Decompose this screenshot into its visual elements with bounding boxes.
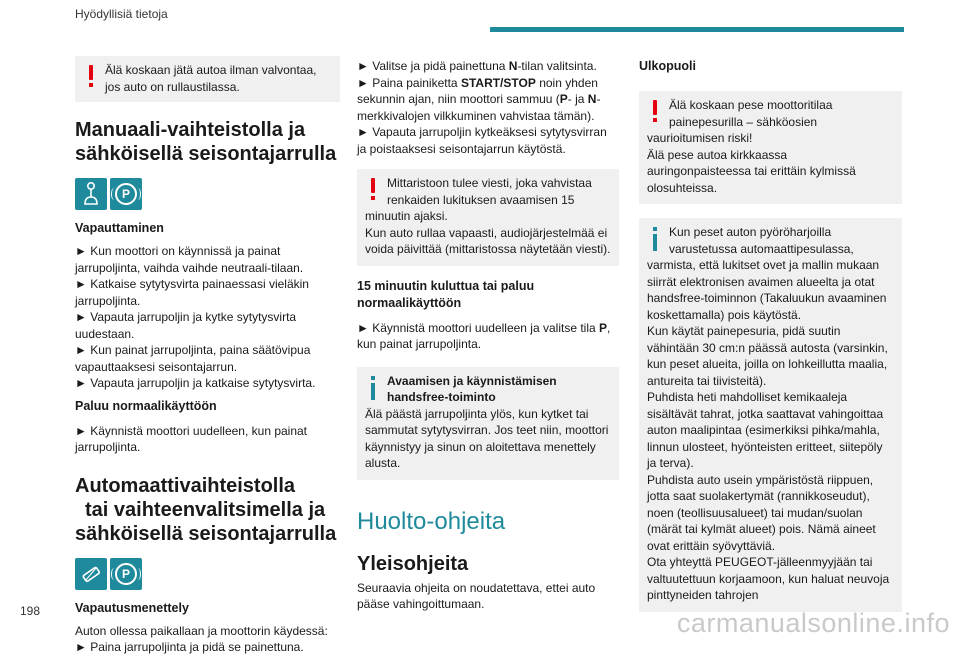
procedure-continued: [357, 58, 619, 157]
subheading-release: Vapauttaminen: [75, 221, 164, 235]
section-heading-general: Yleisohjeita: [357, 552, 469, 575]
info-note-text: Puhdista auto usein ympäristöstä riippuen, jotta saat suolakertymät (rannikkoseudut), noen (teollisuusalueet) tai mudan/suolan (märät tai kylmät alueet) pois. Nämä aineet ovat erittäin syövyttäviä.: [647, 472, 876, 553]
release-step: ► Katkaise sytytysvirta painaessasi vieläkin jarrupoljinta.: [75, 277, 309, 308]
warning-icon: [83, 62, 103, 90]
release-step: ► Vapauta jarrupoljin ja katkaise sytytysvirta.: [75, 376, 316, 390]
info-icon: [365, 373, 385, 401]
warning-note-text: Älä pese autoa kirkkaassa auringonpaisteessa tai erittäin kylmissä olosuhteissa.: [647, 147, 856, 195]
text-span: -merkkivalojen vilkkuminen vahvistaa tämän).: [357, 92, 601, 123]
text-span: noin yhden sekunnin ajan, niin moottori sammuu (: [357, 75, 598, 106]
heading-line: sähköisellä seisontajarrulla: [75, 522, 337, 545]
section-heading-automatic: [75, 474, 340, 546]
warning-note-dashboard: [357, 169, 619, 266]
release-step: ► Vapauta jarrupoljin ja kytke sytytysvirta uudestaan.: [75, 310, 297, 341]
procedure-text: Auton ollessa paikallaan ja moottorin käydessä:: [75, 623, 328, 638]
release-step: ► Kun moottori on käynnissä ja painat jarrupoljinta, vaihda vaihde neutraali-tilaan.: [75, 244, 304, 275]
column-right: [639, 50, 902, 612]
mode-p: P: [559, 92, 568, 106]
info-note-washing: [639, 218, 902, 612]
gear-selector-icon: [75, 558, 107, 590]
text-span: ► Valitse ja pidä painettuna: [357, 59, 509, 73]
info-note-text: Älä päästä jarrupoljinta ylös, kun kytket tai sammutat sytytysvirran. Jos teet niin, moottori käynnistyy ja sinun on aloitettava menettely alusta.: [365, 406, 609, 470]
release-step: ► Kun painat jarrupoljinta, paina säätövipua vapauttaaksesi seisontajarrun.: [75, 343, 311, 374]
start-stop-label: START/STOP: [460, 75, 536, 90]
icon-row-manual: [75, 178, 340, 210]
info-note-text: Kun peset auton pyöröharjoilla varustetussa automaattipesulassa, varmista, että lukitset ovet ja mallin mukaan siirrät elektronisen avaimen alueelta ja otat handsfree-toiminnon (Takaluukun avaaminen koskettamalla) pois käytöstä.: [647, 225, 887, 322]
warning-note-text: Älä koskaan jätä autoa ilman valvontaa, jos auto on rullaustilassa.: [105, 63, 317, 94]
icon-row-automatic: [75, 558, 340, 590]
text-span: -tilan valitsinta.: [517, 59, 597, 73]
warning-note-washing: [639, 91, 902, 204]
procedure-step: ► Paina jarrupoljinta ja pidä se painettuna.: [75, 640, 304, 654]
warning-icon: [647, 97, 667, 125]
info-icon: [647, 224, 667, 252]
text-span: ► Käynnistä moottori uudelleen ja valitse tila: [357, 320, 600, 335]
warning-icon: [365, 175, 385, 203]
column-middle: [357, 50, 619, 613]
header-accent-bar: [490, 27, 904, 32]
column-left: [75, 50, 340, 656]
warning-note-rolling: [75, 56, 340, 102]
chapter-heading-maintenance: Huolto-ohjeita: [357, 507, 506, 535]
section-heading-manual: Manuaali-vaihteistolla ja sähköisellä seisontajarrulla: [75, 119, 337, 165]
heading-line: tai vaihteenvalitsimella ja: [85, 498, 326, 521]
warning-note-text: Älä koskaan pese moottoritilaa painepesurilla – sähköosien vaurioitumisen riski!: [647, 98, 833, 145]
warning-note-text: Mittaristoon tulee viesti, joka vahvistaa renkaiden lukituksen avaamisen 15 minuutin ajaksi.: [365, 176, 592, 223]
text-span: ► Paina painiketta: [357, 75, 461, 90]
subheading-procedure: Vapautusmenettely: [75, 600, 189, 615]
mode-n: N: [587, 92, 597, 106]
after-step: [357, 320, 619, 353]
page-number: 198: [20, 604, 41, 618]
text-span: , kun painat jarrupoljinta.: [357, 320, 611, 351]
warning-note-text: Kun auto rullaa vapaasti, audiojärjestelmää ei voida päivittää (mittaristossa näytetään viesti).: [365, 225, 611, 256]
info-note-title: Avaamisen ja käynnistämisen handsfree-toiminto: [387, 373, 557, 404]
subheading-outside: Ulkopuoli: [639, 59, 696, 73]
page-header-title: Hyödyllisiä tietoja: [75, 7, 168, 21]
text-span: - ja: [567, 92, 588, 106]
general-text: Seuraavia ohjeita on noudatettava, ettei auto pääse vahingoittumaan.: [357, 580, 596, 611]
subheading-after-15-min: 15 minuutin kuluttua tai paluu normaalikäyttöön: [357, 278, 535, 310]
mode-p: P: [599, 320, 608, 335]
info-note-handsfree: [357, 367, 619, 480]
gearstick-icon: [75, 178, 107, 210]
text-span: ► Vapauta jarrupoljin kytkeäksesi sytytysvirran ja poistaaksesi seisontajarrun käytöstä.: [357, 125, 607, 156]
subheading-return: Paluu normaalikäyttöön: [75, 398, 217, 413]
info-note-text: Puhdista heti mahdolliset kemikaaleja sisältävät tahrat, jotka saattavat vahingoittaa auton maalipintaa (esimerkiksi pihka/mahla, linnun ulosteet, hyönteisten eritteet, siitepöly ja terva).: [647, 390, 884, 470]
heading-line: Automaattivaihteistolla: [75, 474, 296, 497]
info-note-text: Ota yhteyttä PEUGEOT-jälleenmyyjään tai valtuutettuun korjaamoon, kun haluat neuvoja pinttyneiden tahrojen: [647, 555, 890, 602]
parking-brake-icon: P: [110, 558, 142, 590]
parking-brake-icon: P: [110, 178, 142, 210]
info-note-text: Kun käytät painepesuria, pidä suutin vähintään 30 cm:n päässä autosta (varsinkin, kun peset alueita, joilla on lohkeillutta maalia, antureita tai tiivisteitä).: [647, 324, 888, 388]
watermark: carmanualsonline.info: [676, 608, 950, 638]
return-step: ► Käynnistä moottori uudelleen, kun painat jarrupoljinta.: [75, 423, 308, 454]
mode-n: N: [508, 59, 518, 73]
